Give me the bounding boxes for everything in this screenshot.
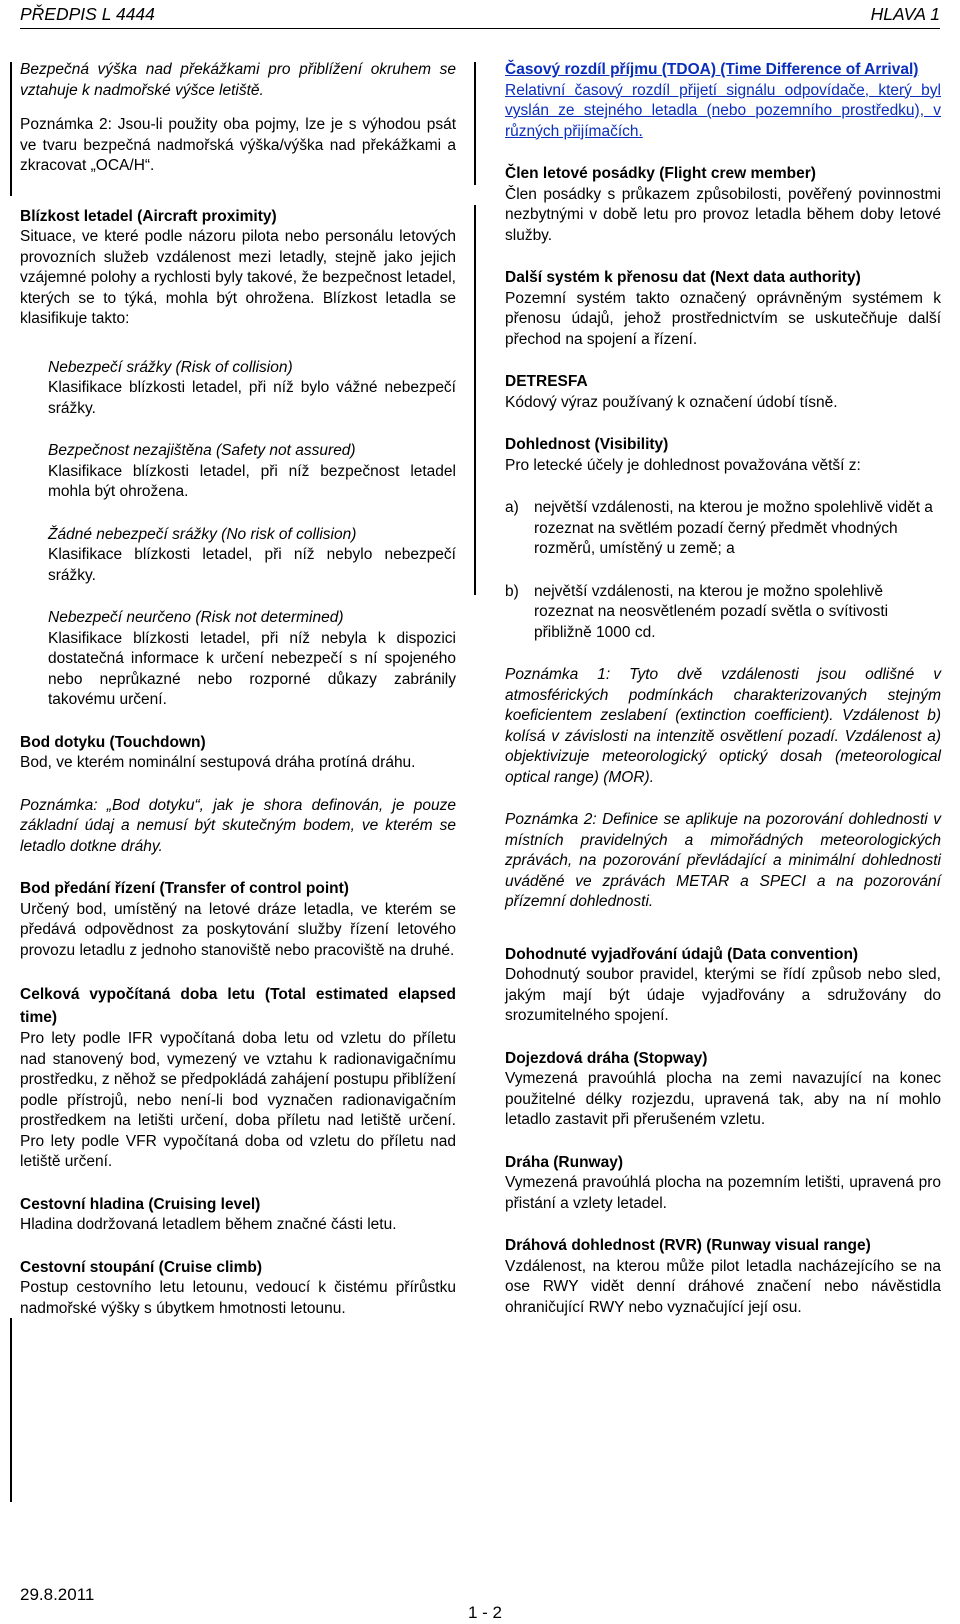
entry-title: Dohodnuté vyjadřování údajů (Data convention) <box>505 945 859 963</box>
revision-bar <box>474 62 476 185</box>
entry-body-part: prostředku), v různých přijímačích. <box>505 102 942 140</box>
entry-title: Časový rozdíl příjmu (TDOA) (Time Difference of Arrival) <box>505 61 919 78</box>
entry-body: Vymezená pravoúhlá plocha na zemi navazující na konec použitelné délky rozjezdu, upravená tak, aby na ní mohlo letadlo zastavit při přerušeném vzletu. <box>505 1070 941 1128</box>
entry-runway <box>505 1153 941 1215</box>
entry-body: Postup cestovního letu letounu, vedoucí k čistému přírůstku nadmořské výšky s úbytkem hmotnosti letounu. <box>20 1279 456 1317</box>
entry-title: Cestovní hladina (Cruising level) <box>20 1195 261 1213</box>
entry-body-part: Relativní časový rozdíl přijetí signálu odpovídače, který byl vyslán ze stejného letadla (nebo <box>505 81 941 119</box>
entry-body: Člen posádky s průkazem způsobilosti, pověřený povinnostmi nezbytnými v době letu pro provoz letadla během doby letové služby. <box>505 185 941 244</box>
entry-title: DETRESFA <box>505 373 588 390</box>
entry-body: Klasifikace blízkosti letadel, při níž bylo vážné nebezpečí srážky. <box>48 379 456 417</box>
oca-definition-end: Bezpečná výška nad překážkami pro přiblížení okruhem se vztahuje k nadmořské výšce letiště. <box>20 61 456 99</box>
visibility-item-b <box>505 582 941 644</box>
document-title: PŘEDPIS L 4444 <box>20 4 155 24</box>
entry-body <box>505 81 941 143</box>
entry-title: Nebezpečí srážky (Risk of collision) <box>48 358 293 376</box>
left-column <box>20 60 456 1341</box>
entry-title: Dojezdová dráha (Stopway) <box>505 1049 708 1067</box>
entry-title: Dráhová dohlednost (RVR) (Runway visual range) <box>505 1237 871 1254</box>
entry-title: Bezpečnost nezajištěna (Safety not assured) <box>48 442 356 459</box>
entry-body: Klasifikace blízkosti letadel, při níž nebylo nebezpečí srážky. <box>48 546 456 584</box>
entry-data-convention <box>505 945 941 1027</box>
revision-bar <box>10 62 12 196</box>
entry-body: Klasifikace blízkosti letadel, při níž nebyla k dispozici dostatečná informace k určení nebezpečí s ní spojeného nebo neprůkazné nebo rozporné důkazy zabránily takovému určení. <box>48 629 456 708</box>
entry-touchdown <box>20 733 456 774</box>
chapter-title: HLAVA 1 <box>870 4 940 24</box>
entry-title: Další systém k přenosu dat (Next data authority) <box>505 269 861 286</box>
oca-note-2: Poznámka 2: Jsou-li použity oba pojmy, lze je s výhodou psát ve tvaru bezpečná nadmořská výška/výška nad překážkami a zkracovat „OCA/H“. <box>20 116 456 174</box>
list-label: b) <box>505 582 519 600</box>
entry-flight-crew-member <box>505 164 941 246</box>
entry-title: Blízkost letadel (Aircraft proximity) <box>20 207 277 225</box>
entry-total-estimated-elapsed-time <box>20 983 456 1173</box>
entry-safety-not-assured <box>48 441 456 503</box>
list-text: největší vzdálenosti, na kterou je možno spolehlivě vidět a rozeznat na světlém pozadí černý předmět vhodných rozměrů, umístěný u země; a <box>534 499 933 557</box>
entry-body: Pro lety podle IFR vypočítaná doba letu od vzletu do příletu nad stanovený bod, vymezený ve vztahu k radionavigačnímu prostředku, z něhož se předpokládá zahájení postupu přiblížení podle přístrojů, nebo není-li bod vyznačen radionavigačním prostředkem na letišti určení, doba příletu nad letiště určení. Pro lety podle VFR vypočítaná doba od vzletu do příletu nad letiště určení. <box>20 1030 457 1170</box>
entry-visibility <box>505 435 941 476</box>
entry-body: Pozemní systém takto označený oprávněným systémem k přenosu údajů, jehož prostřednictvím se uskutečňuje další přechod na spojení a řízení. <box>505 289 941 348</box>
visibility-item-a <box>505 498 941 560</box>
revision-bar <box>474 205 476 595</box>
entry-title: Dohlednost (Visibility) <box>505 436 669 453</box>
entry-body: Bod, ve kterém nominální sestupová dráha protíná dráhu. <box>20 754 416 771</box>
entry-body-part: pozemního <box>755 102 833 119</box>
entry-body: Pro letecké účely je dohlednost považována větší z: <box>505 456 861 474</box>
footer-date: 29.8.2011 <box>20 1585 95 1604</box>
visibility-note-1: Poznámka 1: Tyto dvě vzdálenosti jsou odlišné v atmosférických podmínkách charakterizovaných stejným koeficientem zeslabení (extinction coefficient). Vzdálenost b) kolísá v závislosti na intenzitě osvětlení pozadí. Vzdálenost a) objektivizuje meteorologický optický dosah (meteorological optical range) (MOR). <box>505 666 941 786</box>
entry-tdoa <box>505 60 941 142</box>
entry-body: Dohodnutý soubor pravidel, kterými se řídí způsob nebo sled, jakým mají být údaje vyjadřovány a sdružovány do srozumitelného spojení. <box>505 966 941 1024</box>
visibility-note-2: Poznámka 2: Definice se aplikuje na pozorování dohlednosti v místních pravidelných a mimořádných meteorologických zprávách, na pozorování převládající a minimální dohlednosti uváděné ve zprávách METAR a SPECI a na pozorování přízemní dohlednosti. <box>505 811 941 910</box>
entry-body: Vymezená pravoúhlá plocha na pozemním letišti, upravená pro přistání a vzlety letadel. <box>505 1174 941 1212</box>
entry-aircraft-proximity <box>20 207 456 330</box>
entry-title: Bod předání řízení (Transfer of control point) <box>20 880 349 897</box>
right-column <box>505 60 941 1340</box>
entry-body: Kódový výraz používaný k označení údobí tísně. <box>505 393 838 411</box>
list-label: a) <box>505 499 519 516</box>
entry-title: Cestovní stoupání (Cruise climb) <box>20 1258 263 1276</box>
entry-detresfa <box>505 372 941 413</box>
list-text: největší vzdálenosti, na kterou je možno spolehlivě rozeznat na neosvětleném pozadí světla o svítivosti přibližně 1000 cd. <box>534 582 889 641</box>
entry-title: Dráha (Runway) <box>505 1153 623 1171</box>
entry-risk-not-determined <box>48 608 456 711</box>
entry-body: Hladina dodržovaná letadlem během značné části letu. <box>20 1216 397 1233</box>
entry-next-data-authority <box>505 268 941 350</box>
entry-body: Klasifikace blízkosti letadel, při níž bezpečnost letadel mohla být ohrožena. <box>48 462 456 500</box>
entry-title: Člen letové posádky (Flight crew member) <box>505 165 816 182</box>
entry-cruising-level <box>20 1195 456 1236</box>
entry-cruise-climb <box>20 1258 456 1320</box>
entry-runway-visual-range <box>505 1236 941 1318</box>
entry-body: Situace, ve které podle názoru pilota nebo personálu letových provozních služeb vzdálenost mezi letadly, stejně jako jejich vzájemné polohy a rychlosti byly takové, že bezpečnost letadel, kterých se to týká, mohla být ohrožena. Blízkost letadla se klasifikuje takto: <box>20 228 456 327</box>
page-header <box>20 4 940 29</box>
entry-risk-of-collision <box>48 358 456 420</box>
entry-title: Nebezpečí neurčeno (Risk not determined) <box>48 609 344 626</box>
revision-bar <box>10 1318 12 1502</box>
touchdown-note: Poznámka: „Bod dotyku“, jak je shora definován, je pouze základní údaj a nemusí být skutečným bodem, ve kterém se letadlo dotkne dráhy. <box>20 796 456 855</box>
entry-body: Vzdálenost, na kterou může pilot letadla nacházejícího se na ose RWY vidět denní dráhové značení nebo návěstidla ohraničující RWY nebo vyznačující její osu. <box>505 1257 941 1316</box>
entry-no-risk-of-collision <box>48 525 456 587</box>
entry-transfer-of-control-point <box>20 879 456 961</box>
entry-title: Žádné nebezpečí srážky (No risk of collision) <box>48 525 357 543</box>
entry-title: Bod dotyku (Touchdown) <box>20 733 206 751</box>
page-number: 1 - 2 <box>468 1603 503 1622</box>
entry-body: Určený bod, umístěný na letové dráze letadla, ve kterém se předává odpovědnost za poskytování služby řízení letového provozu letadlu z jednoho stanoviště nebo pracoviště na druhé. <box>20 900 456 959</box>
entry-title: Celková vypočítaná doba letu (Total estimated elapsed time) <box>20 986 456 1026</box>
entry-stopway <box>505 1049 941 1131</box>
